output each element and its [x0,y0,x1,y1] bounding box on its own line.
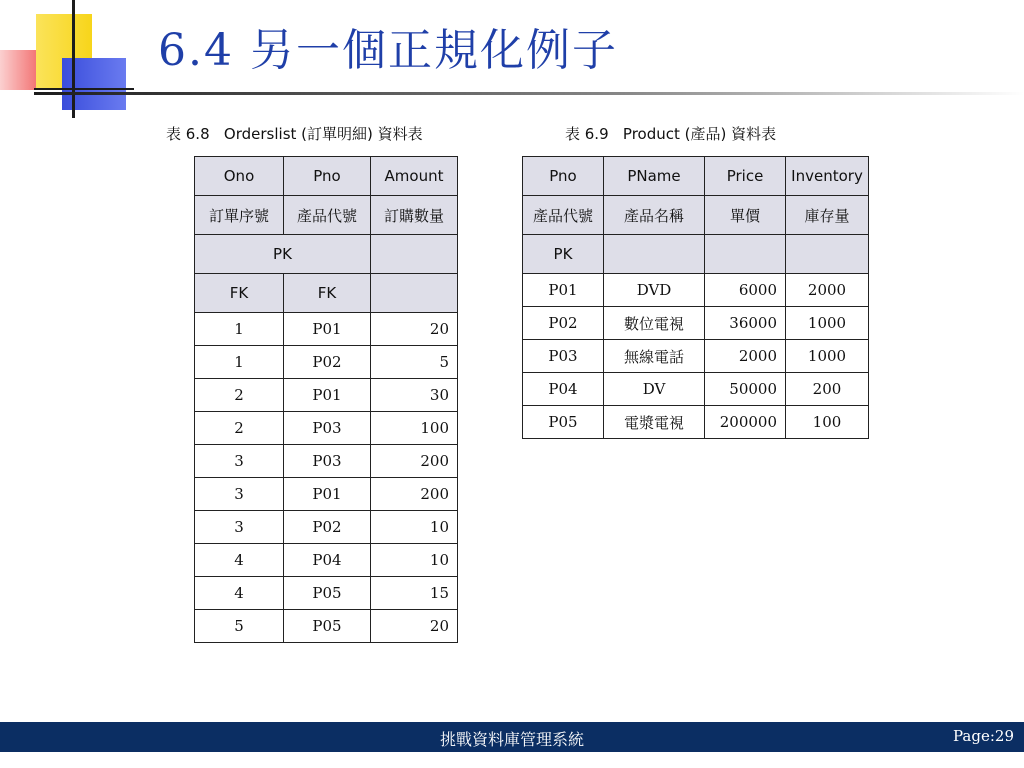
products-cell: 36000 [705,307,786,340]
orders-fk-row [195,274,458,313]
table-row [195,379,458,412]
orders-desc-pno: 產品代號 [284,196,371,235]
orders-col-pno: Pno [284,157,371,196]
products-cell: 無線電話 [604,340,705,373]
orders-cell: P01 [284,313,371,346]
products-cell: 100 [786,406,869,439]
orders-cell: P05 [284,610,371,643]
orders-cell: 3 [195,478,284,511]
products-table-body [523,274,869,439]
table-row [195,577,458,610]
orders-cell: 20 [371,313,458,346]
products-cell: DVD [604,274,705,307]
decorative-vertical-line [72,0,75,118]
orders-cell: 5 [371,346,458,379]
products-cell: 6000 [705,274,786,307]
orders-desc-row [195,196,458,235]
slide-title: 6.4 另一個正規化例子 [158,25,618,76]
orders-pk-row [195,235,458,274]
products-pk-pno: PK [523,235,604,274]
orders-fk-ono: FK [195,274,284,313]
products-header-row [523,157,869,196]
products-desc-row [523,196,869,235]
orders-cell: 1 [195,346,284,379]
orders-cell: 2 [195,412,284,445]
products-col-pname: PName [604,157,705,196]
orders-header-row [195,157,458,196]
products-col-pno: Pno [523,157,604,196]
orders-col-ono: Ono [195,157,284,196]
orders-cell: 1 [195,313,284,346]
orders-cell: 20 [371,610,458,643]
orders-cell: 4 [195,577,284,610]
products-col-price: Price [705,157,786,196]
products-desc-pname: 產品名稱 [604,196,705,235]
orders-cell: 100 [371,412,458,445]
orders-cell: P02 [284,511,371,544]
orders-table-caption: 表 6.8 Orderslist (訂單明細) 資料表 [166,125,423,143]
orders-desc-amount: 訂購數量 [371,196,458,235]
table-row [195,412,458,445]
orders-cell: 30 [371,379,458,412]
orders-cell: P02 [284,346,371,379]
products-cell: 2000 [786,274,869,307]
table-row [523,406,869,439]
orders-cell: 3 [195,511,284,544]
orders-col-amount: Amount [371,157,458,196]
products-cell: P05 [523,406,604,439]
products-cell: P03 [523,340,604,373]
orders-cell: P01 [284,379,371,412]
orders-pk-label: PK [195,235,371,274]
table-row [523,274,869,307]
orders-cell: P01 [284,478,371,511]
orders-cell: 10 [371,544,458,577]
products-cell: 1000 [786,340,869,373]
orders-pk-amount [371,235,458,274]
orders-cell: 5 [195,610,284,643]
decorative-short-line [34,88,134,90]
orders-cell: 3 [195,445,284,478]
table-row [195,346,458,379]
products-cell: P02 [523,307,604,340]
products-cell: DV [604,373,705,406]
orders-cell: 4 [195,544,284,577]
products-cell: 電漿電視 [604,406,705,439]
products-cell: 1000 [786,307,869,340]
orders-cell: P04 [284,544,371,577]
products-cell: 2000 [705,340,786,373]
products-col-inventory: Inventory [786,157,869,196]
products-pk-pname [604,235,705,274]
products-desc-inventory: 庫存量 [786,196,869,235]
orders-cell: P03 [284,412,371,445]
orders-table [194,156,458,643]
footer-title: 挑戰資料庫管理系統 [439,730,584,749]
products-cell: 數位電視 [604,307,705,340]
orders-cell: 2 [195,379,284,412]
orders-cell: 10 [371,511,458,544]
slide-footer [0,722,1024,752]
orders-cell: 200 [371,478,458,511]
products-cell: P01 [523,274,604,307]
products-pk-price [705,235,786,274]
table-row [523,373,869,406]
products-cell: 200000 [705,406,786,439]
products-cell: 50000 [705,373,786,406]
table-row [195,511,458,544]
orders-fk-pno: FK [284,274,371,313]
table-row [195,313,458,346]
products-pk-inventory [786,235,869,274]
table-row [523,340,869,373]
table-row [195,610,458,643]
orders-fk-amount [371,274,458,313]
products-pk-row [523,235,869,274]
table-row [523,307,869,340]
products-table-caption: 表 6.9 Product (產品) 資料表 [565,125,777,143]
orders-desc-ono: 訂單序號 [195,196,284,235]
orders-cell: P05 [284,577,371,610]
orders-cell: 15 [371,577,458,610]
page-number: Page:29 [953,727,1014,745]
orders-cell: P03 [284,445,371,478]
products-desc-price: 單價 [705,196,786,235]
table-row [195,478,458,511]
table-row [195,445,458,478]
products-table [522,156,869,439]
products-desc-pno: 產品代號 [523,196,604,235]
products-cell: 200 [786,373,869,406]
orders-table-body [195,313,458,643]
table-row [195,544,458,577]
title-underline [34,92,1024,95]
orders-cell: 200 [371,445,458,478]
products-cell: P04 [523,373,604,406]
